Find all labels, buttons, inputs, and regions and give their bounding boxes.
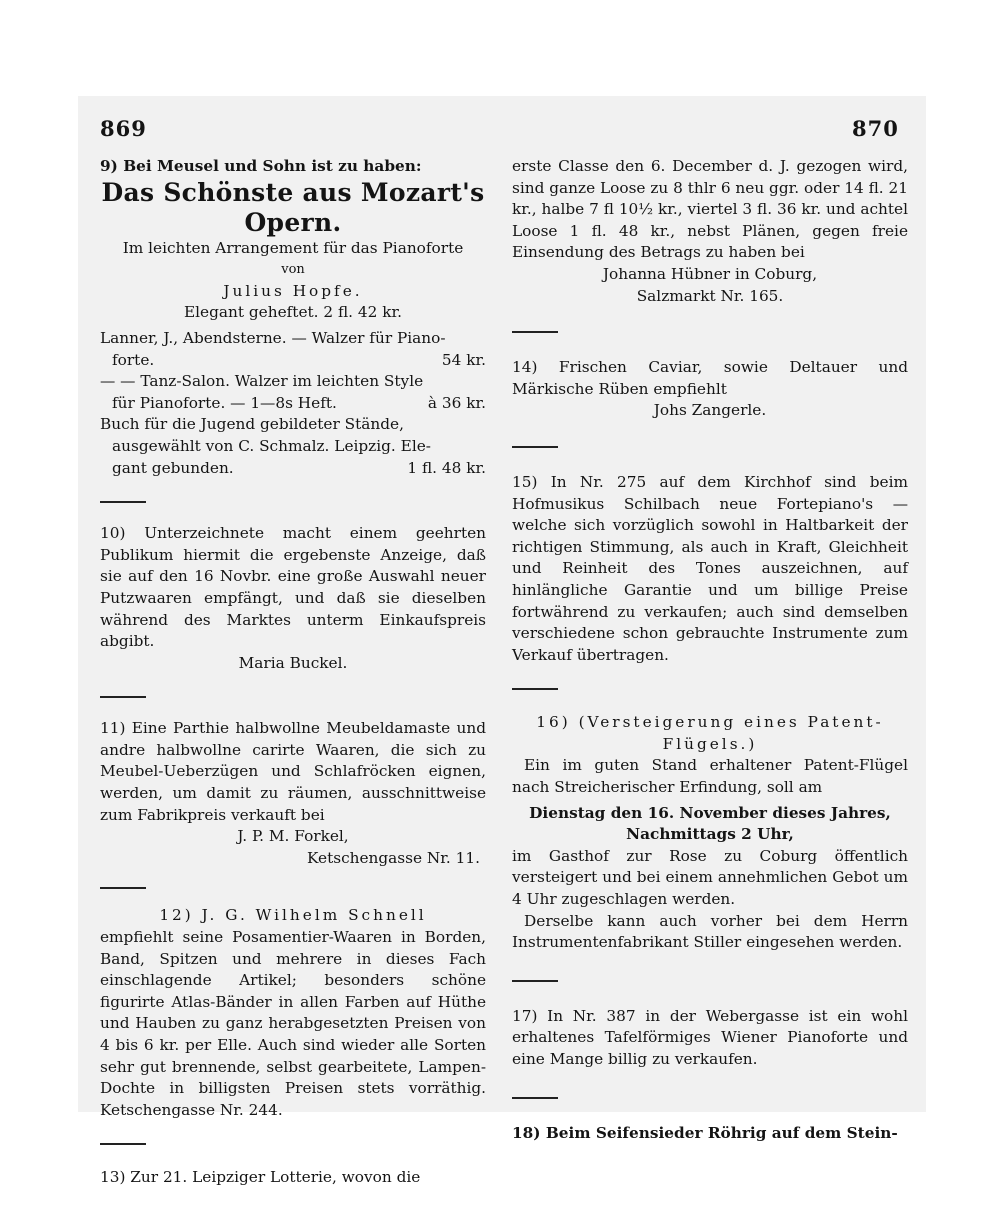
ad-9-line-text: gant gebunden. bbox=[112, 458, 234, 477]
ad-9-line-text: für Pianoforte. — 1—8s Heft. bbox=[112, 393, 337, 412]
divider bbox=[100, 696, 146, 698]
ad-9-line-price: 1 fl. 48 kr. bbox=[407, 458, 486, 477]
divider bbox=[100, 887, 146, 889]
ad-12-heading: 12) J. G. Wilhelm Schnell bbox=[159, 906, 427, 925]
ad-9-line-price: 54 kr. bbox=[441, 350, 486, 369]
ad-11-signature: J. P. M. Forkel, bbox=[237, 827, 349, 846]
ad-15 bbox=[512, 472, 908, 666]
ad-16 bbox=[512, 712, 908, 954]
ad-18-text: 18) Beim Seifensieder Röhrig auf dem Stein- bbox=[512, 1123, 898, 1142]
ad-17 bbox=[512, 1006, 908, 1071]
ad-16-time: Nachmittags 2 Uhr, bbox=[626, 825, 794, 844]
ad-9-intro: 9) Bei Meusel und Sohn ist zu haben: bbox=[100, 157, 422, 175]
ad-10-signature: Maria Buckel. bbox=[238, 653, 348, 672]
ad-12 bbox=[100, 905, 486, 1121]
ad-11 bbox=[100, 718, 486, 869]
divider bbox=[512, 1097, 558, 1099]
ad-13 bbox=[100, 1167, 486, 1189]
ad-13-text: 13) Zur 21. Leipziger Lotterie, wovon die bbox=[100, 1168, 421, 1187]
divider bbox=[512, 688, 558, 690]
ad-9-price: Elegant geheftet. 2 fl. 42 kr. bbox=[184, 303, 402, 322]
right-column bbox=[512, 156, 908, 1144]
ad-9 bbox=[100, 156, 486, 479]
ad-9-line: Lanner, J., Abendsterne. — Walzer für Piano- bbox=[100, 328, 446, 347]
ad-16-heading: 16) (Versteigerung eines Patent-Flügels.) bbox=[536, 713, 884, 753]
ad-18 bbox=[512, 1123, 908, 1145]
ad-14 bbox=[512, 357, 908, 422]
ad-11-text: 11) Eine Parthie halbwollne Meubeldamaste und andre halbwollne carirte Waaren, die sich zu Meubel-Ueberzügen und Schlafröcken eignen, werden, um damit zu räumen, ausschnittweise zum Fabrikpreis verkauft bei bbox=[100, 719, 486, 824]
ad-11-address: Ketschengasse Nr. 11. bbox=[307, 848, 480, 867]
page-number-left: 869 bbox=[100, 116, 147, 141]
ad-9-line bbox=[100, 458, 486, 480]
ad-9-subtitle: Im leichten Arrangement für das Pianoforte bbox=[122, 238, 464, 257]
ad-15-text: 15) In Nr. 275 auf dem Kirchhof sind beim Hofmusikus Schilbach neue Fortepiano's — welche sich vorzüglich sowohl in Haltbarkeit der richtigen Stimmung, als auch in Kraft, Gleichheit und Reinheit des Tones auszeichnen, auf hinlängliche Garantie und um billige Preise fortwährend zu verkaufen; auch sind demselben verschiedene schon gebrauchte Instrumente zum Verkauf übertragen. bbox=[512, 472, 908, 664]
ad-9-title: Das Schönste aus Mozart's Opern. bbox=[101, 177, 485, 237]
ad-17-text: 17) In Nr. 387 in der Webergasse ist ein wohl erhaltenes Tafelförmiges Wiener Pianoforte und eine Mange billig zu verkaufen. bbox=[512, 1006, 908, 1068]
divider bbox=[100, 1143, 146, 1145]
ad-13-continued bbox=[512, 156, 908, 307]
ad-9-author: Julius Hopfe. bbox=[223, 281, 363, 300]
ad-9-line-price: à 36 kr. bbox=[427, 393, 486, 412]
ad-9-line-text: forte. bbox=[112, 350, 155, 369]
ad-9-von: von bbox=[281, 262, 305, 278]
ad-13-continued-text: erste Classe den 6. December d. J. gezogen wird, sind ganze Loose zu 8 thlr 6 neu ggr. oder 14 fl. 21 kr., halbe 7 fl 10½ kr., viertel 3 fl. 36 kr. und achtel Loose 1 fl. 48 kr., nebst Plänen, gegen freie Einsendung des Betrags zu haben bei bbox=[512, 157, 908, 262]
ad-9-line bbox=[100, 393, 486, 415]
ad-16-date: Dienstag den 16. November dieses Jahres, bbox=[529, 803, 891, 822]
ad-12-text: empfiehlt seine Posamentier-Waaren in Borden, Band, Spitzen und mehrere in dieses Fach einschlagende Artikel; besonders schöne figurirte Atlas-Bänder in allen Farben auf Hüthe und Hauben zu ganz herabgesetzten Preisen von 4 bis 6 kr. per Elle. Auch sind wieder alle Sorten sehr gut brennende, selbst gearbeitete, Lampen-Dochte in billigsten Preisen stets vorräthig. Ketschengasse Nr. 244. bbox=[100, 928, 486, 1119]
divider bbox=[512, 446, 558, 448]
ad-13-address: Salzmarkt Nr. 165. bbox=[636, 286, 784, 305]
divider bbox=[512, 331, 558, 333]
ad-16-text: Derselbe kann auch vorher bei dem Herrn Instrumentenfabrikant Stiller eingesehen werden. bbox=[512, 911, 908, 952]
ad-9-line: ausgewählt von C. Schmalz. Leipzig. Ele- bbox=[112, 436, 431, 455]
ad-9-line bbox=[100, 350, 486, 372]
ad-13-signature: Johanna Hübner in Coburg, bbox=[602, 264, 818, 283]
ad-14-signature: Johs Zangerle. bbox=[653, 401, 767, 420]
left-column bbox=[100, 156, 486, 1189]
ad-14-text: 14) Frischen Caviar, sowie Deltauer und Märkische Rüben empfiehlt bbox=[512, 358, 908, 398]
divider bbox=[512, 980, 558, 982]
ad-16-text: Ein im guten Stand erhaltener Patent-Flügel nach Streicherischer Erfindung, soll am bbox=[512, 756, 908, 797]
ad-10 bbox=[100, 523, 486, 674]
ad-16-text: im Gasthof zur Rose zu Coburg öffentlich versteigert und bei einem annehmlichen Gebot um 4 Uhr zugeschlagen werden. bbox=[512, 846, 908, 909]
page-number-right: 870 bbox=[852, 116, 899, 141]
divider bbox=[100, 501, 146, 503]
ad-9-line: — — Tanz-Salon. Walzer im leichten Style bbox=[100, 372, 424, 391]
ad-9-line: Buch für die Jugend gebildeter Stände, bbox=[100, 415, 404, 434]
ad-10-text: 10) Unterzeichnete macht einem geehrten Publikum hiermit die ergebenste Anzeige, daß sie auf den 16 Novbr. eine große Auswahl neuer Putzwaaren empfängt, und daß sie dieselben während des Marktes unterm Einkaufspreis abgibt. bbox=[100, 524, 486, 651]
